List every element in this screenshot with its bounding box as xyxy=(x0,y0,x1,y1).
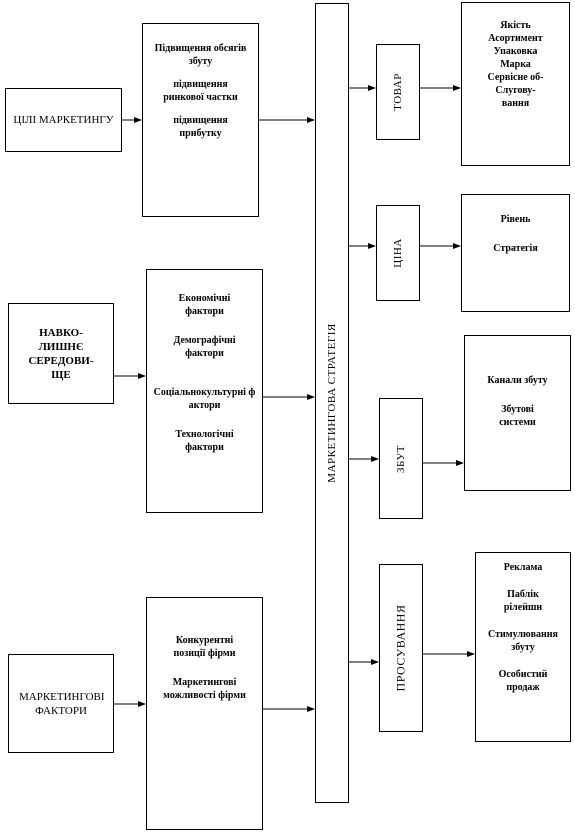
distribution-label: ЗБУТ xyxy=(395,444,407,473)
price-item: Рівень xyxy=(500,214,531,225)
product-item: Асортимент xyxy=(488,33,543,44)
price-box xyxy=(376,205,420,301)
promotion-items-box xyxy=(475,552,571,742)
product-item: Упаковка xyxy=(493,46,538,57)
product-item: Слугову- xyxy=(495,85,536,96)
goals-item: підвищення прибутку xyxy=(173,115,228,139)
distribution-items-box xyxy=(464,335,571,491)
environment-item: Демографічні фактори xyxy=(173,335,236,359)
promotion-item: Особистий продаж xyxy=(498,669,548,693)
product-item: Сервісне об- xyxy=(487,72,544,83)
environment-label: НАВКО-ЛИШНЄ СЕРЕДОВИ-ЩЕ xyxy=(28,326,94,381)
marketing-strategy-bar xyxy=(315,3,349,803)
promotion-box xyxy=(379,564,423,732)
promotion-item: Стимулювання збуту xyxy=(488,629,558,653)
environment-item: Технологічні фактори xyxy=(175,429,234,453)
distribution-box xyxy=(379,398,423,519)
goals-items-box xyxy=(142,23,259,217)
product-item: вання xyxy=(501,98,530,109)
goals-box xyxy=(5,88,122,152)
price-label: ЦІНА xyxy=(392,238,404,268)
promotion-item: Паблік рілейшн xyxy=(503,589,543,613)
price-item: Стратегія xyxy=(493,243,538,254)
promotion-item: Реклама xyxy=(503,562,543,573)
environment-items-box xyxy=(146,269,263,513)
marketing-item: Конкурентні позиції фірми xyxy=(173,635,236,659)
goals-item: Підвищення обсягів збуту xyxy=(154,43,247,67)
marketing-factors-label: МАРКЕТИНГОВІ ФАКТОРИ xyxy=(19,690,105,717)
product-item: Якість xyxy=(500,20,531,31)
price-items-box xyxy=(461,194,570,312)
product-box xyxy=(376,44,420,140)
product-item: Марка xyxy=(500,59,531,70)
goals-item: підвищення ринкової частки xyxy=(163,79,238,103)
distribution-item: Канали збуту xyxy=(487,375,548,386)
marketing-strategy-label: МАРКЕТИНГОВА СТРАТЕГІЯ xyxy=(326,323,338,483)
environment-box xyxy=(8,303,114,404)
marketing-item: Маркетингові можливості фірми xyxy=(163,677,246,701)
marketing-items-box xyxy=(146,597,263,830)
product-items-box xyxy=(461,2,570,166)
goals-label: ЦІЛІ МАРКЕТИНГУ xyxy=(13,114,114,126)
distribution-item: Збутові системи xyxy=(499,404,536,428)
product-label: ТОВАР xyxy=(392,73,404,111)
marketing-factors-box xyxy=(8,654,114,753)
promotion-label: ПРОСУВАННЯ xyxy=(393,604,408,692)
environment-item: Економічні фактори xyxy=(178,293,231,317)
environment-item: Соціальнокультурні фактори xyxy=(153,387,256,411)
